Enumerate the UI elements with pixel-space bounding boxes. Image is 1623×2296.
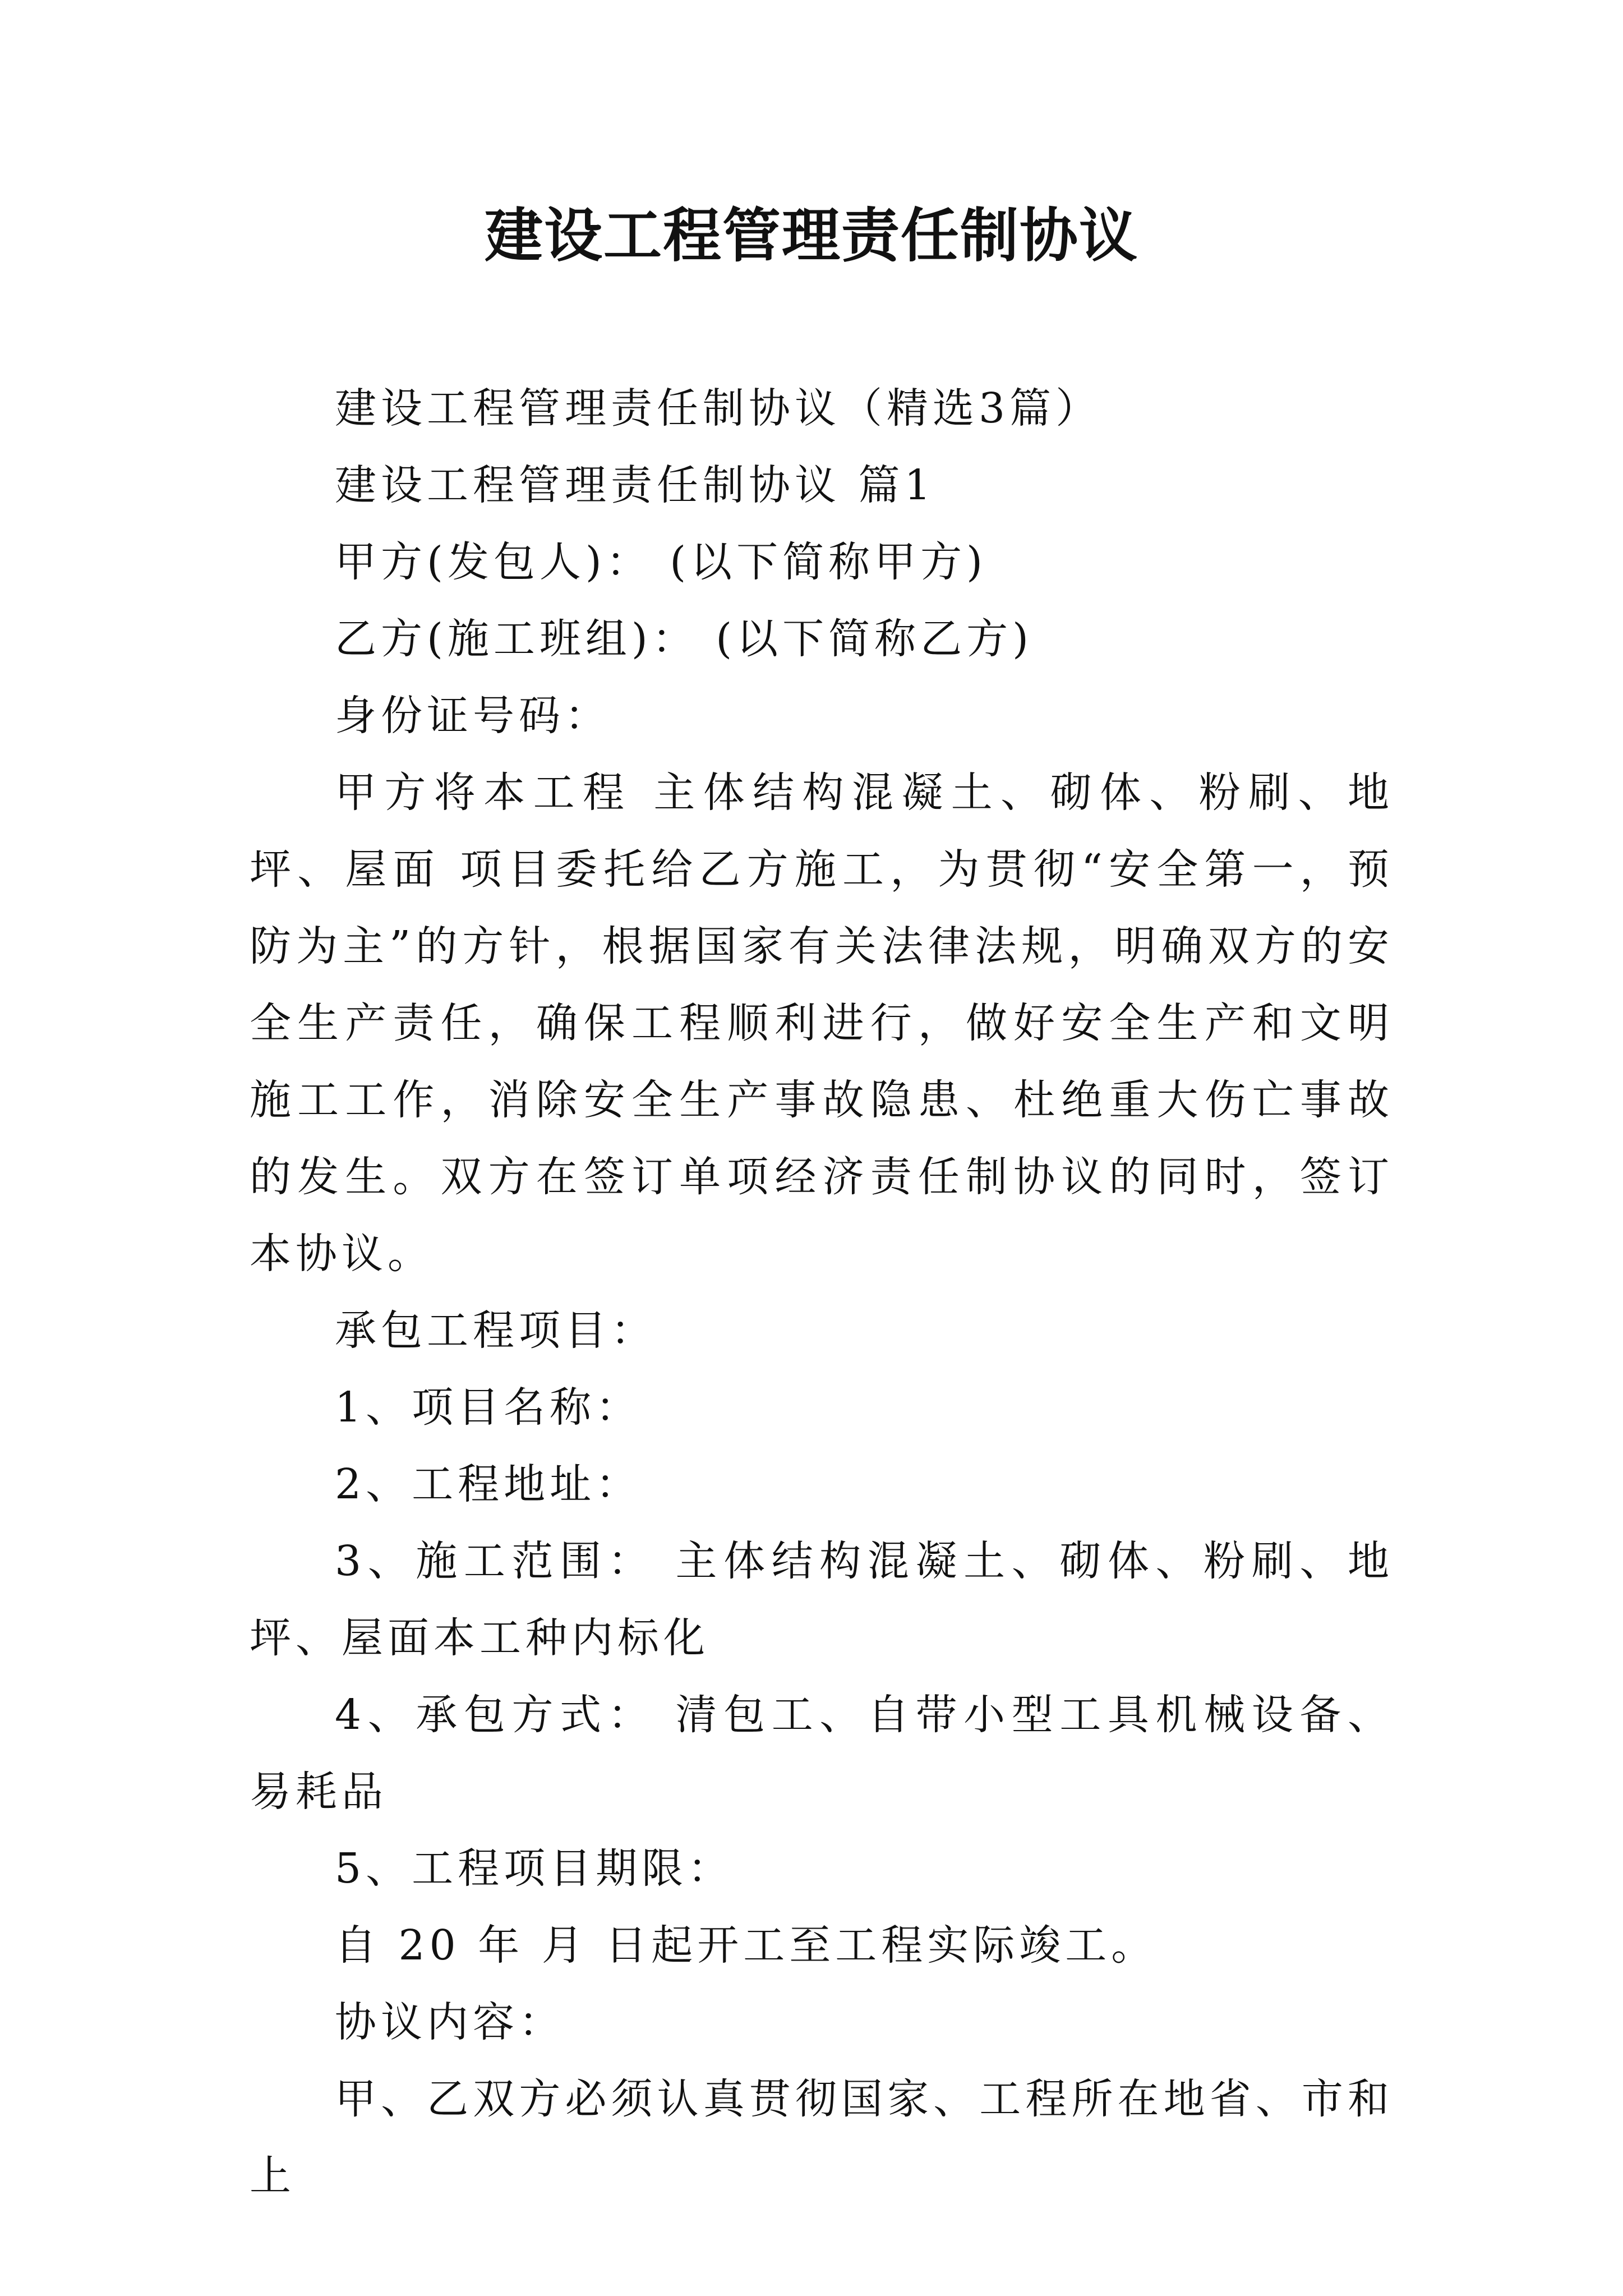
- paragraph-section-heading: 建设工程管理责任制协议 篇1: [335, 461, 935, 509]
- paragraph-period: 自 20 年 月 日起开工至工程实际竣工。: [335, 1921, 1158, 1970]
- document-body: [250, 370, 1394, 2215]
- paragraph-project-heading: 承包工程项目：: [335, 1306, 657, 1355]
- paragraph-item-3: 3、施工范围： 主体结构混凝土、砌体、粉刷、地坪、屋面本工种内标化: [250, 1537, 1394, 1662]
- paragraph-party-a: 甲方(发包人)： (以下简称甲方): [335, 538, 988, 586]
- paragraph-item-1: 1、项目名称：: [335, 1383, 642, 1432]
- paragraph-item-5: 5、工程项目期限：: [335, 1844, 734, 1893]
- document-title: 建设工程管理责任制协议: [484, 201, 1138, 270]
- paragraph-id-number: 身份证号码：: [335, 692, 611, 740]
- paragraph-party-b: 乙方(施工班组)： (以下简称乙方): [335, 615, 1034, 663]
- paragraph-item-2: 2、工程地址：: [335, 1460, 642, 1508]
- paragraph-subtitle: 建设工程管理责任制协议（精选3篇）: [335, 384, 1102, 432]
- paragraph-intro: 甲方将本工程 主体结构混凝土、砌体、粉刷、地坪、屋面 项目委托给乙方施工，为贯彻“安全第一，预防为主”的方针，根据国家有关法律法规，明确双方的安全生产责任，确保工程顺利进行，做好安全生产和文明施工工作，消除安全生产事故隐患、杜绝重大伤亡事故的发生。双方在签订单项经济责任制协议的同时，签订本协议。: [250, 769, 1394, 1278]
- paragraph-content: 甲、乙双方必须认真贯彻国家、工程所在地省、市和上: [250, 2075, 1394, 2200]
- paragraph-item-4: 4、承包方式： 清包工、自带小型工具机械设备、易耗品: [250, 1691, 1394, 1816]
- paragraph-content-heading: 协议内容：: [335, 1998, 565, 2046]
